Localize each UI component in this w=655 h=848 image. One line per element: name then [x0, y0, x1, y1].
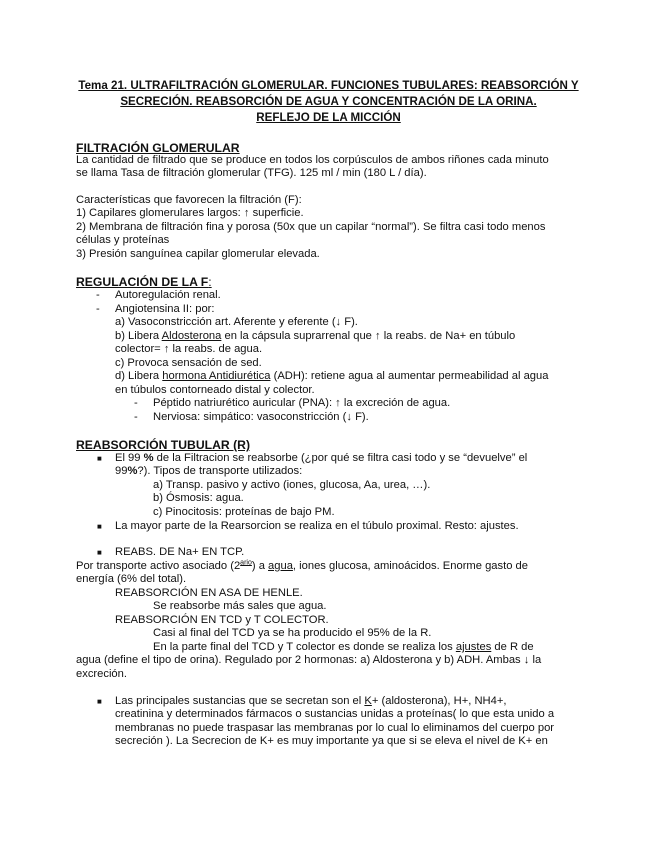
heading-regulacion-text: REGULACIÓN DE LA F	[76, 275, 209, 289]
text-span: Las principales sustancias que se secretan son el	[115, 695, 365, 707]
reabsorcion-na-tcp: REABS. DE Na+ EN TCP.	[115, 546, 245, 558]
reabsorcion-p1-line-1	[115, 452, 527, 466]
angiotensina-d-line-1	[115, 370, 548, 384]
bullet-dash: -	[134, 397, 138, 409]
transporte-c: c) Pinocitosis: proteínas de bajo PM.	[153, 506, 335, 518]
agua-link: agua	[268, 560, 293, 572]
caracteristica-1: 1) Capilares glomerulares largos: ↑ superficie.	[76, 207, 304, 219]
bullet-square: ■	[97, 548, 102, 557]
text-span: %	[143, 452, 154, 464]
adh-link: hormona Antidiurética	[162, 370, 271, 382]
angiotensina-c: c) Provoca sensación de sed.	[115, 357, 262, 369]
heading-reabsorcion: REABSORCIÓN TUBULAR (R)	[76, 438, 250, 452]
text-span: %	[127, 465, 138, 477]
reabsorcion-energia-line: energía (6% del total).	[76, 573, 187, 585]
reabsorcion-transporte-line	[76, 560, 528, 574]
text-span: El 99	[115, 452, 144, 464]
text-span: , iones glucosa, aminoácidos. Enorme gasto de	[292, 560, 528, 572]
reabsorcion-tcd-detail-3: agua (define el tipo de orina). Regulado por 2 hormonas: a) Aldosterona y b) ADH. Ambas ↓ la	[76, 654, 542, 666]
text-span: de R de	[491, 641, 534, 653]
title-line-3: REFLEJO DE LA MICCIÓN	[256, 111, 401, 124]
text-span: Por transporte activo asociado (2	[76, 560, 241, 572]
angiotensina-a: a) Vasoconstricción art. Aferente y eferente (↓ F).	[115, 316, 358, 328]
regulacion-autoregulacion: Autoregulación renal.	[115, 289, 221, 301]
caracteristica-2-line-1: 2) Membrana de filtración fina y porosa (50x que un capilar “normal”). Se filtra casi todo menos	[76, 221, 546, 233]
reabsorcion-p1-line-2	[115, 465, 302, 479]
caracteristica-3: 3) Presión sanguínea capilar glomerular elevada.	[76, 248, 320, 260]
bullet-square: ■	[97, 522, 102, 531]
filtracion-intro-line-2: se llama Tasa de filtración glomerular (TFG). 125 ml / min (180 L / día).	[76, 167, 427, 179]
aldosterona-link: Aldosterona	[161, 330, 222, 342]
text-span: ?). Tipos de transporte utilizados:	[137, 465, 303, 477]
superscript: ario	[240, 559, 252, 567]
reabsorcion-asa-henle-detail: Se reabsorbe más sales que agua.	[153, 600, 327, 612]
ajustes-link: ajustes	[455, 641, 492, 653]
text-span: (ADH): retiene agua al aumentar permeabilidad al agua	[270, 370, 549, 382]
heading-regulacion-colon: :	[208, 275, 212, 289]
reabsorcion-asa-henle: REABSORCIÓN EN ASA DE HENLE.	[115, 587, 303, 599]
heading-filtracion: FILTRACIÓN GLOMERULAR	[76, 141, 240, 155]
regulacion-nerviosa: Nerviosa: simpático: vasoconstricción (↓ F).	[153, 411, 369, 423]
bullet-dash: -	[96, 303, 100, 315]
text-span: d) Libera	[115, 370, 163, 382]
bullet-square: ■	[97, 697, 102, 706]
filtracion-intro-line-1: La cantidad de filtrado que se produce en todos los corpúsculos de ambos riñones cada minuto	[76, 154, 549, 166]
text-span: de la Filtracion se reabsorbe (¿por qué se filtra casi todo y se “devuelve” el	[153, 452, 528, 464]
angiotensina-b-line-2: colector= ↑ la reabs. de agua.	[115, 343, 263, 355]
reabsorcion-tcd-detail-1: Casi al final del TCD ya se ha producido el 95% de la R.	[153, 627, 432, 639]
bullet-square: ■	[97, 454, 102, 463]
title-line-2: SECRECIÓN. REABSORCIÓN DE AGUA Y CONCENTRACIÓN DE LA ORINA.	[120, 95, 537, 108]
text-span: + (aldosterona), H+, NH4+,	[371, 695, 507, 707]
caracteristicas-label: Características que favorecen la filtración (F):	[76, 194, 302, 206]
bullet-dash: -	[96, 289, 100, 301]
angiotensina-d-line-2: en túbulos contorneado distal y colector.	[115, 384, 315, 396]
text-span: ) a	[251, 560, 269, 572]
secrecion-line-4: secreción ). La Secrecion de K+ es muy importante ya que si se eleva el nivel de K+ en	[115, 735, 548, 747]
reabsorcion-tcd-detail-2	[153, 641, 534, 655]
text-span: b) Libera	[115, 330, 162, 342]
document-title	[76, 78, 581, 126]
transporte-a: a) Transp. pasivo y activo (iones, glucosa, Aa, urea, …).	[153, 479, 431, 491]
secrecion-line-2: creatinina y determinados fármacos o sustancias unidas a proteínas( lo que esta unido a	[115, 708, 555, 720]
secrecion-line-1	[115, 695, 507, 709]
reabsorcion-p2: La mayor parte de la Rearsorcion se realiza en el túbulo proximal. Resto: ajustes.	[115, 520, 519, 532]
title-line-1: Tema 21. ULTRAFILTRACIÓN GLOMERULAR. FUNCIONES TUBULARES: REABSORCIÓN Y	[78, 79, 579, 92]
reabsorcion-tcd: REABSORCIÓN EN TCD y T COLECTOR.	[115, 614, 329, 626]
angiotensina-b-line-1	[115, 330, 515, 344]
regulacion-angiotensina: Angiotensina II: por:	[115, 303, 215, 315]
text-span: 99	[115, 465, 128, 477]
transporte-b: b) Ósmosis: agua.	[153, 492, 244, 504]
regulacion-pna: Péptido natriurético auricular (PNA): ↑ la excreción de agua.	[153, 397, 451, 409]
secrecion-line-3: membranas no puede traspasar las membranas por lo cual lo eliminamos del cuerpo por	[115, 722, 555, 734]
bullet-dash: -	[134, 411, 138, 423]
heading-regulacion	[76, 275, 212, 289]
text-span: en la cápsula suprarrenal que ↑ la reabs. de Na+ en túbulo	[221, 330, 516, 342]
text-span: En la parte final del TCD y T colector es donde se realiza los	[153, 641, 456, 653]
reabsorcion-tcd-detail-4: excreción.	[76, 668, 127, 680]
potasio-link: K	[364, 695, 372, 707]
caracteristica-2-line-2: células y proteínas	[76, 234, 170, 246]
